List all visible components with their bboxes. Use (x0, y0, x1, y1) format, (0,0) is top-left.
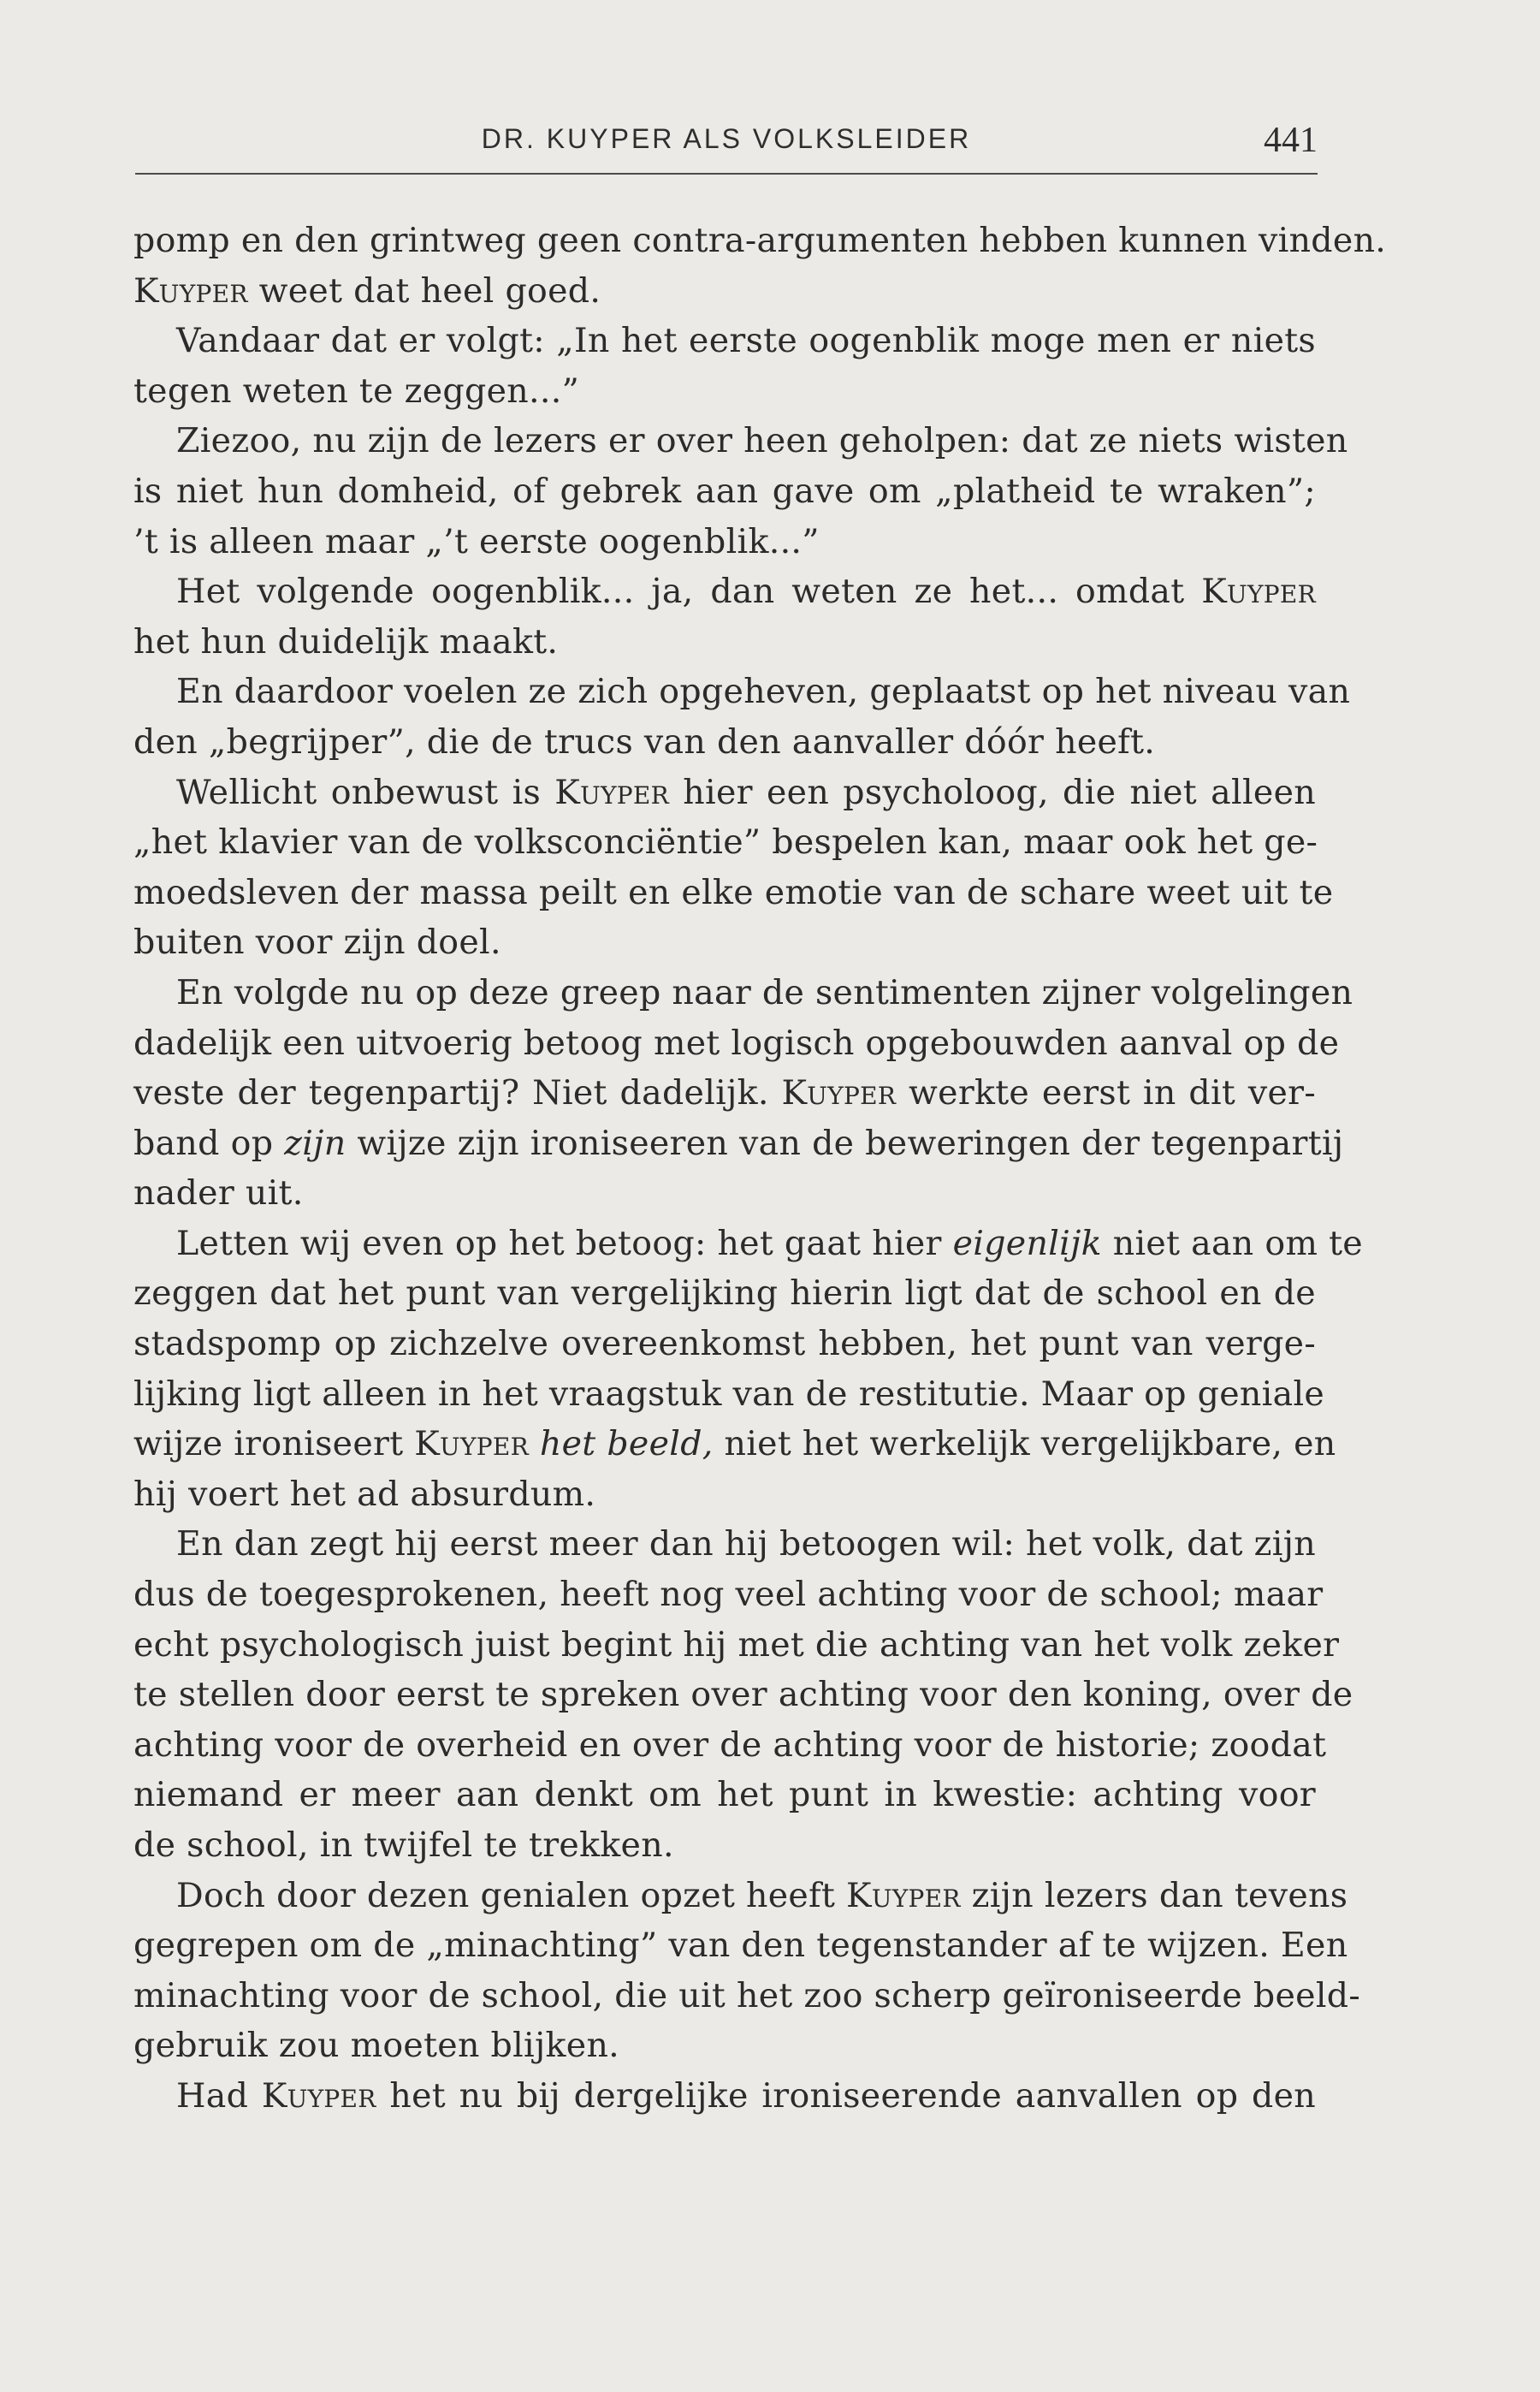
text-segment: het hun duidelijk maakt. (133, 621, 559, 662)
text-segment: wijze zijn ironiseeren van de beweringen der tegenpartij (346, 1123, 1344, 1163)
text-line (133, 1820, 1316, 1871)
small-caps-name: Kuyper (781, 1073, 897, 1113)
text-segment: Letten wij even op het betoog: het gaat hier (176, 1223, 953, 1263)
body-text (133, 216, 1387, 2122)
text-line (133, 1519, 1316, 1570)
text-segment: dus de toegesprokenen, heeft nog veel achting voor de school; maar (133, 1575, 1324, 1615)
text-line (133, 1219, 1363, 1269)
text-segment: tegen weten te zeggen...” (133, 371, 580, 411)
small-caps-name: Kuyper (554, 772, 670, 812)
text-line (133, 617, 1316, 668)
text-line (133, 1268, 1316, 1319)
text-line (133, 1871, 1348, 1921)
text-line (133, 667, 1351, 717)
text-segment: pomp en den grintweg geen contra-argumenten hebben kunnen vinden. (133, 221, 1387, 260)
text-line (133, 1770, 1316, 1820)
text-segment: gebruik zou moeten blijken. (133, 2026, 620, 2066)
text-segment: band op (133, 1123, 285, 1163)
text-line (133, 1168, 1316, 1219)
text-line (133, 717, 1316, 768)
text-line (133, 868, 1334, 918)
text-line (133, 1018, 1340, 1069)
text-segment: niemand er meer aan denkt om het punt in kwestie: achting voor (133, 1775, 1316, 1815)
text-segment: lijking ligt alleen in het vraagstuk van de restitutie. Maar op geniale (133, 1374, 1325, 1414)
text-line (133, 1068, 1316, 1119)
text-line (133, 517, 1316, 567)
page-number: 441 (1264, 121, 1318, 160)
text-line (133, 1319, 1316, 1369)
text-segment: zijn lezers dan tevens (960, 1875, 1348, 1915)
text-segment: moedsleven der massa peilt en elke emotie van de schare weet uit te (133, 872, 1334, 912)
text-line (133, 1570, 1324, 1620)
text-line (133, 2021, 1316, 2071)
small-caps-name: Kuyper (414, 1424, 530, 1464)
text-segment: En dan zegt hij eerst meer dan hij betoogen wil: het volk, dat zijn (176, 1524, 1316, 1564)
text-segment: Het volgende oogenblik... ja, dan weten ze het... omdat (176, 572, 1202, 612)
text-segment (529, 1424, 540, 1463)
text-segment: den „begrijper”, die de trucs van den aanvaller dóór heeft. (133, 721, 1156, 762)
text-segment: niet aan om te (1101, 1223, 1363, 1263)
text-segment: de school, in twijfel te trekken. (133, 1825, 674, 1865)
text-segment: is niet hun domheid, of gebrek aan gave om „platheid te wraken”; (133, 471, 1316, 511)
text-segment: te stellen door eerst te spreken over achting voor den koning, over de (133, 1675, 1353, 1715)
text-segment: Vandaar dat er volgt: „In het eerste oogenblik moge men er niets (176, 321, 1316, 361)
text-line (133, 817, 1316, 868)
italic-text: eigenlijk (952, 1223, 1102, 1263)
text-segment: het nu bij dergelijke ironiseerende aanvallen op den (376, 2075, 1316, 2116)
text-segment: achting voor de overheid en over de achting voor de historie; zoodat (133, 1724, 1327, 1765)
text-segment: veste der tegenpartij? Niet dadelijk. (133, 1073, 782, 1113)
text-segment: dadelijk een uitvoerig betoog met logisch opgebouwden aanval op de (133, 1023, 1340, 1063)
text-line (133, 1369, 1325, 1420)
text-line (133, 316, 1316, 366)
text-line (133, 1419, 1336, 1469)
text-segment: En daardoor voelen ze zich opgeheven, geplaatst op het niveau van (176, 672, 1351, 712)
text-line (133, 768, 1316, 818)
text-segment: Had (176, 2075, 262, 2116)
italic-text: zijn (284, 1123, 346, 1163)
text-segment: Wellicht onbewust is (176, 772, 555, 812)
text-line (133, 1620, 1340, 1671)
running-title: DR. KUYPER ALS VOLKSLEIDER (481, 123, 972, 154)
text-line (133, 1971, 1361, 2021)
text-segment: echt psychologisch juist begint hij met die achting van het volk zeker (133, 1624, 1340, 1665)
text-segment: zeggen dat het punt van vergelijking hierin ligt dat de school en de (133, 1273, 1316, 1314)
text-segment: buiten voor zijn doel. (133, 923, 501, 963)
text-line (133, 416, 1348, 466)
text-line (133, 216, 1387, 266)
text-segment: weet dat heel goed. (247, 270, 601, 311)
small-caps-name: Kuyper (846, 1875, 961, 1915)
text-segment: En volgde nu op deze greep naar de sentimenten zijner volgelingen (176, 972, 1353, 1012)
text-segment: stadspomp op zichzelve overeenkomst hebben, het punt van verge- (133, 1324, 1316, 1364)
text-line (133, 466, 1316, 517)
text-segment: Ziezoo, nu zijn de lezers er over heen geholpen: dat ze niets wisten (176, 421, 1348, 461)
text-line (133, 567, 1316, 617)
text-segment: nader uit. (133, 1173, 304, 1214)
text-line (133, 366, 1316, 417)
text-segment: gegrepen om de „minachting” van den tegenstander af te wijzen. Een (133, 1926, 1348, 1966)
text-line (133, 1670, 1353, 1720)
small-caps-name: Kuyper (1201, 572, 1316, 612)
text-segment: wijze ironiseert (133, 1424, 415, 1464)
text-line (133, 917, 1316, 968)
page-header (135, 120, 1318, 166)
text-segment: hier een psycholoog, die niet alleen (669, 772, 1316, 812)
text-line (133, 1720, 1327, 1771)
text-segment: ’t is alleen maar „’t eerste oogenblik...” (133, 521, 820, 561)
text-line (133, 2071, 1316, 2122)
small-caps-name: Kuyper (261, 2075, 376, 2116)
text-line (133, 266, 1316, 317)
text-line (133, 1119, 1344, 1169)
text-segment: „het klavier van de volksconciëntie” bespelen kan, maar ook het ge- (133, 822, 1318, 863)
text-segment: niet het werkelijk vergelijkbare, en (713, 1424, 1336, 1464)
text-segment: werkte eerst in dit ver- (896, 1073, 1316, 1113)
text-segment: minachting voor de school, die uit het zoo scherp geïroniseerde beeld- (133, 1975, 1361, 2015)
text-line (133, 968, 1353, 1018)
text-segment: Doch door dezen genialen opzet heeft (176, 1875, 847, 1915)
header-rule (135, 173, 1318, 175)
italic-text: het beeld, (539, 1424, 714, 1464)
text-line (133, 1469, 1316, 1520)
text-line (133, 1920, 1348, 1971)
small-caps-name: Kuyper (133, 270, 248, 311)
text-segment: hij voert het ad absurdum. (133, 1474, 596, 1514)
